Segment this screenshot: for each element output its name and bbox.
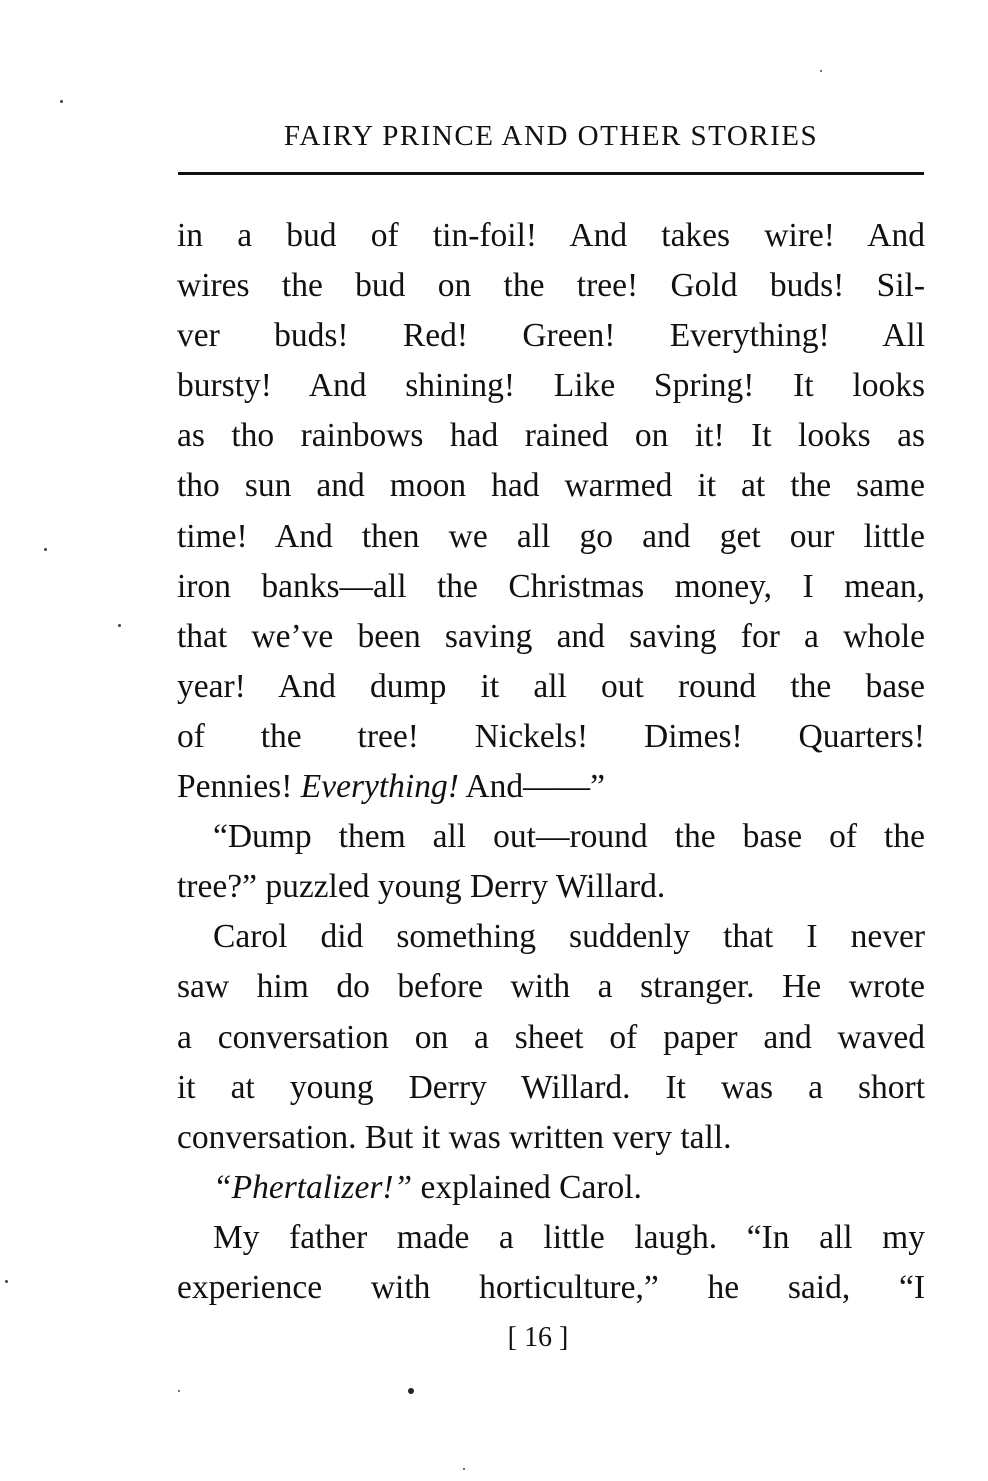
scan-speck [463,1468,465,1470]
text-segment: explained Carol. [412,1168,642,1206]
scan-speck [820,70,822,72]
text-segment: wires the bud on the tree! Gold buds! Sil- [177,267,925,305]
text-line [177,912,925,962]
text-segment: “Dump them all out—round the base of the [213,818,925,856]
text-segment: saw him do before with a stranger. He wrote [177,968,925,1006]
text-line [177,862,925,912]
text-segment: conversation. But it was written very tall. [177,1118,732,1156]
running-title: FAIRY PRINCE AND OTHER STORIES [283,120,819,152]
text-line [177,1263,925,1313]
body-text [177,211,925,1313]
text-segment: Carol did something suddenly that I never [213,918,925,956]
scan-speck [5,1280,8,1283]
text-segment: And——” [458,768,605,806]
text-segment: ver buds! Red! Green! Everything! All [177,317,925,355]
italic-text-segment: Everything! [300,768,459,806]
italic-text-segment: “Phertalizer!” [213,1168,413,1206]
text-segment: a conversation on a sheet of paper and waved [177,1018,925,1056]
text-line [177,712,925,762]
scan-speck [60,100,63,103]
text-segment: as tho rainbows had rained on it! It looks as [177,417,925,455]
scan-speck [44,548,47,551]
text-line [177,612,925,662]
scan-speck [118,624,121,627]
scan-speck [408,1388,414,1394]
text-segment: year! And dump it all out round the base [177,667,925,705]
text-segment: My father made a little laugh. “In all my [213,1218,925,1256]
text-line [177,361,925,411]
text-line [177,1113,925,1163]
text-line [177,512,925,562]
text-line [177,1063,925,1113]
text-segment: time! And then we all go and get our little [177,517,925,555]
text-line [177,762,925,812]
text-segment: tho sun and moon had warmed it at the same [177,467,925,505]
text-line [177,311,925,361]
text-line [177,662,925,712]
text-segment: of the tree! Nickels! Dimes! Quarters! [177,717,925,755]
text-line [177,461,925,511]
text-segment: experience with horticulture,” he said, “I [177,1268,925,1306]
text-line [177,562,925,612]
text-segment: tree?” puzzled young Derry Willard. [177,868,666,906]
text-segment: that we’ve been saving and saving for a whole [177,617,925,655]
text-line [177,411,925,461]
header-rule [178,172,924,175]
text-segment: Pennies! [177,768,301,806]
text-line [177,261,925,311]
text-line [177,1163,925,1213]
scan-speck [178,1390,180,1392]
text-line [177,812,925,862]
text-line [177,1213,925,1263]
text-line [177,962,925,1012]
text-segment: in a bud of tin-foil! And takes wire! And [177,217,925,254]
text-segment: iron banks—all the Christmas money, I mean, [177,567,925,605]
text-line [177,1013,925,1063]
page-number: [ 16 ] [507,1322,569,1353]
text-segment: bursty! And shining! Like Spring! It looks [177,367,925,405]
text-line [177,211,925,261]
text-segment: it at young Derry Willard. It was a short [177,1068,925,1106]
